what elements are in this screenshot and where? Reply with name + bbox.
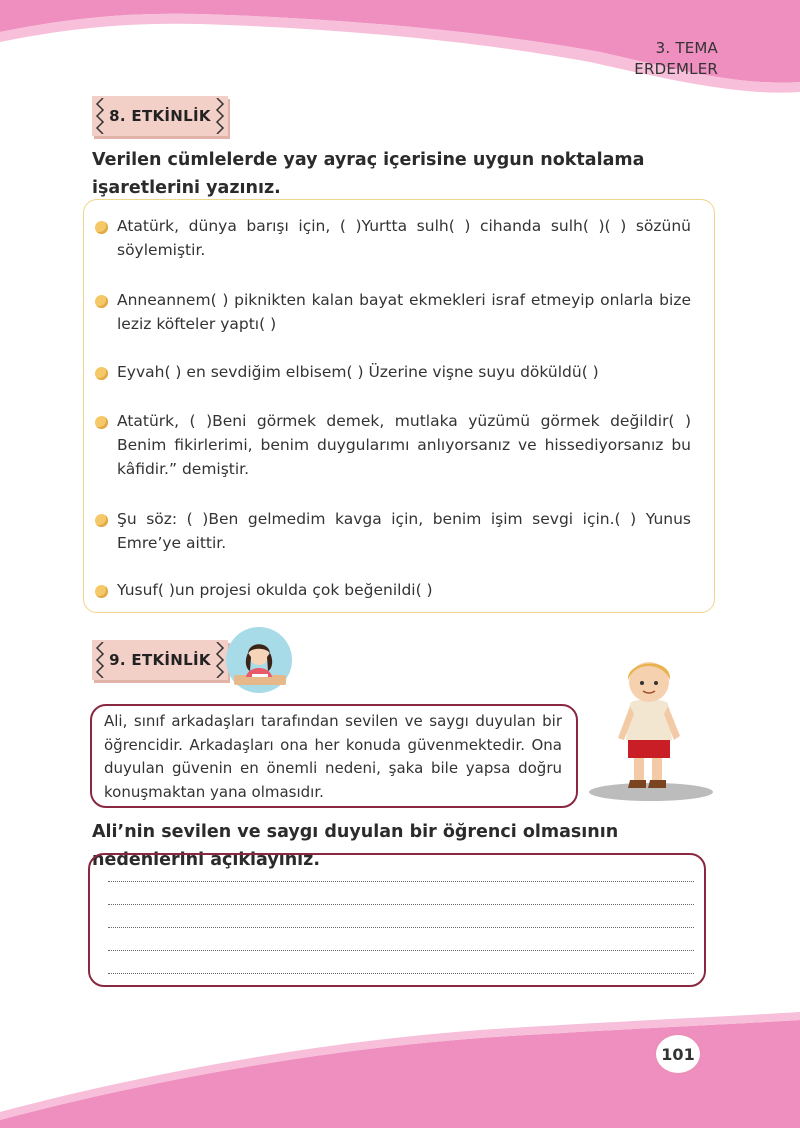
sentence-item[interactable]: Şu söz: ( )Ben gelmedim kavga için, benim işim sevgi için.( ) Yunus Emre’ye aittir. (117, 510, 691, 552)
answer-line-4[interactable] (108, 950, 694, 951)
page-number: 101 (654, 1033, 702, 1075)
answer-line-2[interactable] (108, 904, 694, 905)
bullet-icon (95, 295, 108, 308)
theme-header (634, 38, 718, 80)
activity-9-text: 9. ETKİNLİK (109, 651, 211, 669)
answer-line-3[interactable] (108, 927, 694, 928)
bullet-icon (95, 367, 108, 380)
activity-8-label (92, 96, 228, 136)
sentence-item[interactable]: Atatürk, ( )Beni görmek demek, mutlaka yüzümü görmek değildir( ) Benim fikirlerimi, benim duygularımı anlıyorsanız ve hissediyorsanız bu kâfidir.” demiştir. (117, 412, 691, 478)
answer-line-1[interactable] (108, 881, 694, 882)
zigzag-left-icon (95, 98, 107, 134)
activity-8-text: 8. ETKİNLİK (109, 107, 211, 125)
activity-9-label (92, 640, 228, 680)
bullet-icon (95, 585, 108, 598)
sentence-item[interactable]: Anneannem( ) piknikten kalan bayat ekmekleri israf etmeyip onlarla bize leziz köfteler yaptı( ) (117, 291, 691, 333)
answer-box (88, 853, 706, 987)
zigzag-right-icon (213, 98, 225, 134)
sentence-item[interactable]: Atatürk, dünya barışı için, ( )Yurtta sulh( ) cihanda sulh( )( ) sözünü söylemiştir. (117, 217, 691, 259)
boy-standing-illustration-icon (586, 652, 716, 802)
zigzag-right-icon (213, 642, 225, 678)
theme-number: 3. TEMA (655, 39, 718, 57)
answer-line-5[interactable] (108, 973, 694, 974)
zigzag-left-icon (95, 642, 107, 678)
girl-writing-illustration-icon (226, 627, 292, 693)
activity-8-instruction: Verilen cümlelerde yay ayraç içerisine uygun noktalama işaretlerini yazınız. (92, 150, 645, 198)
theme-title: ERDEMLER (634, 60, 718, 78)
activity-9-story: Ali, sınıf arkadaşları tarafından sevilen ve saygı duyulan bir öğrencidir. Arkadaşları ona her konuda güvenmektedir. Ona duyulan güvenin en önemli nedeni, şaka bile yapsa doğru konuşmaktan yana olmasıdır. (90, 704, 578, 808)
bullet-icon (95, 416, 108, 429)
bullet-icon (95, 221, 108, 234)
bullet-icon (95, 514, 108, 527)
sentence-item[interactable]: Yusuf( )un projesi okulda çok beğenildi( ) (117, 581, 433, 599)
activity-9-question: Ali’nin sevilen ve saygı duyulan bir öğrenci olmasının nedenlerini açıklayınız. (92, 822, 619, 870)
sentence-item[interactable]: Eyvah( ) en sevdiğim elbisem( ) Üzerine vişne suyu döküldü( ) (117, 363, 599, 381)
